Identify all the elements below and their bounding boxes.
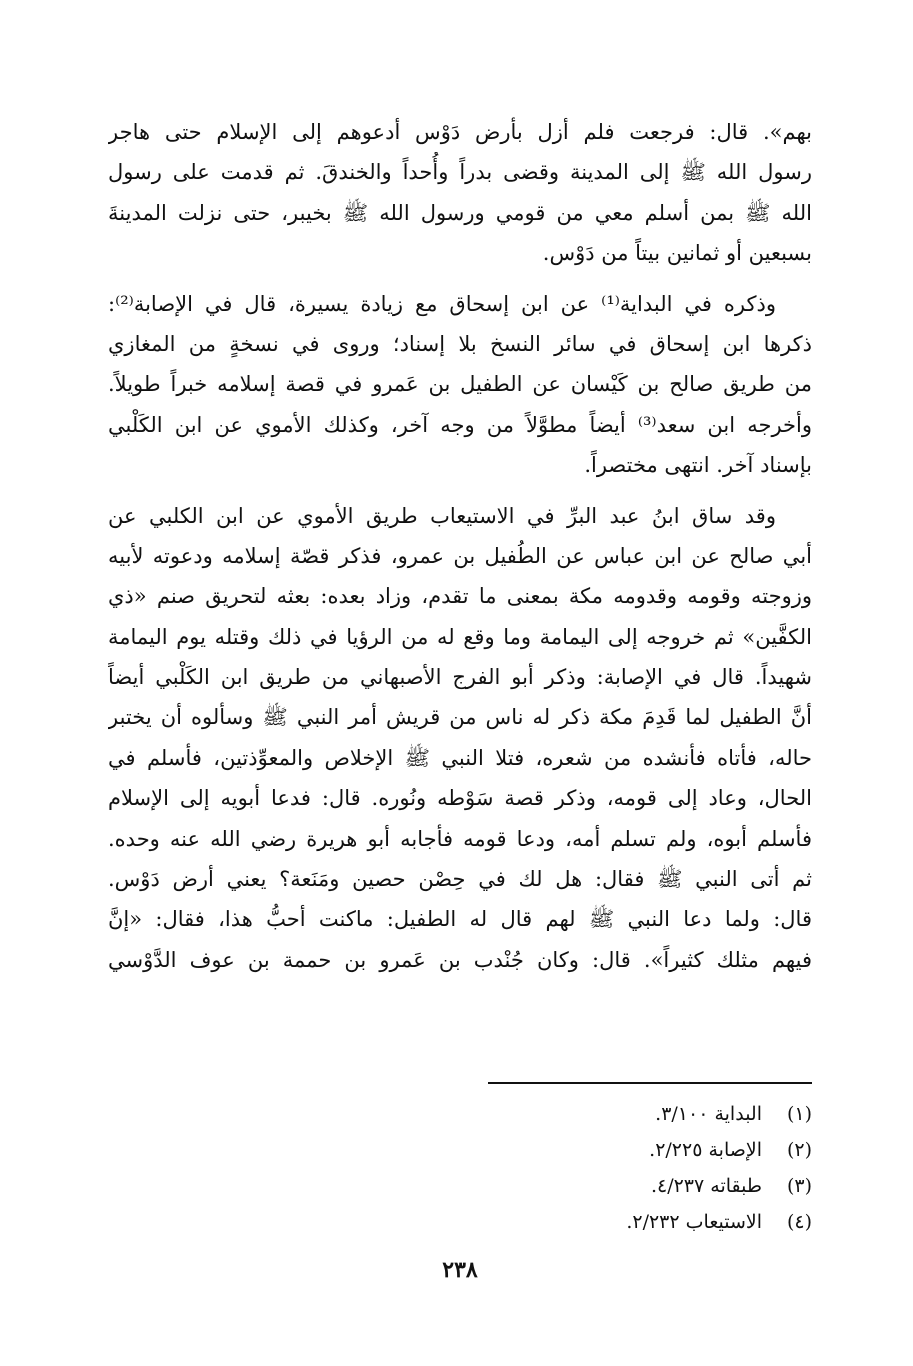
book-page	[108, 112, 812, 1292]
paragraph	[108, 112, 812, 274]
text-line: وذكره في البداية⁽¹⁾ عن ابن إسحاق مع زيادة يسيرة، قال في الإصابة⁽²⁾:	[108, 291, 776, 316]
text-line: رسول الله ﷺ إلى المدينة وقضى بدراً وأُحداً والخندقَ. ثم قدمت على رسول	[108, 160, 812, 185]
footnote-text: طبقاته ٤/٢٣٧.	[650, 1175, 762, 1197]
text-line: الله ﷺ بمن أسلم معي من قومي ورسول الله ﷺ بخيبر، حتى نزلت المدينةَ	[108, 200, 812, 225]
text-line: وقد ساق ابنُ عبد البرِّ في الاستيعاب طريق الأموي عن ابن الكلبي عن	[108, 503, 776, 528]
text-line: بسبعين أو ثمانين بيتاً من دَوْس.	[542, 241, 812, 266]
text-line: أبي صالح عن ابن عباس عن الطُفيل بن عمرو، فذكر قصّة إسلامه ودعوته لأبيه	[108, 543, 812, 568]
text-line: الحال، وعاد إلى قومه، وذكر قصة سَوْطه ونُوره. قال: فدعا أبويه إلى الإسلام	[108, 786, 812, 811]
footnote-text: الاستيعاب ٢/٢٣٢.	[626, 1211, 762, 1233]
footnote	[392, 1132, 812, 1168]
footnote-number: (٤)	[786, 1211, 812, 1233]
footnote	[392, 1168, 812, 1204]
text-line: وأخرجه ابن سعد⁽³⁾ أيضاً مطوَّلاً من وجه آخر، وكذلك الأموي عن ابن الكَلْبي	[108, 412, 812, 437]
footnote	[392, 1096, 812, 1132]
footnote	[392, 1204, 812, 1240]
text-line: الكفَّين» ثم خروجه إلى اليمامة وما وقع له من الرؤيا في ذلك وقتله يوم اليمامة	[108, 624, 812, 649]
footnote-number: (٢)	[786, 1139, 812, 1161]
paragraph	[108, 284, 812, 486]
text-line: بهم». قال: فرجعت فلم أزل بأرض دَوْس أدعوهم إلى الإسلام حتى هاجر	[108, 120, 812, 144]
paragraph-gap	[108, 486, 812, 496]
footnote-divider	[488, 1082, 812, 1084]
footnotes	[392, 1096, 812, 1240]
text-line: ذكرها ابن إسحاق في سائر النسخ بلا إسناد؛ وروى في نسخةٍ من المغازي	[108, 331, 812, 356]
page-number: ٢٣٨	[442, 1257, 478, 1283]
body-text	[108, 112, 812, 980]
footnote-number: (١)	[786, 1103, 812, 1125]
footnote-text: الإصابة ٢/٢٢٥.	[649, 1139, 762, 1161]
text-line: حاله، فأتاه فأنشده من شعره، فتلا النبي ﷺ الإخلاص والمعوِّذتين، فأسلم في	[108, 745, 812, 770]
text-line: شهيداً. قال في الإصابة: وذكر أبو الفرج الأصبهاني من طريق ابن الكَلْبي أيضاً	[108, 665, 812, 690]
text-line: وزوجته وقومه وقدومه مكة بمعنى ما تقدم، وزاد بعده: بعثه لتحريق صنم «ذي	[108, 584, 812, 609]
paragraph-gap	[108, 274, 812, 284]
text-line: من طريق صالح بن كَيْسان عن الطفيل بن عَمرو في قصة إسلامه خبراً طويلاً.	[108, 372, 812, 397]
text-line: أنَّ الطفيل لما قَدِمَ مكة ذكر له ناس من قريش أمر النبي ﷺ وسألوه أن يختبر	[108, 705, 812, 730]
footnote-number: (٣)	[786, 1175, 812, 1197]
text-line: قال: ولما دعا النبي ﷺ لهم قال له الطفيل: ماكنت أحبُّ هذا، فقال: «إنَّ	[108, 907, 812, 932]
footnote-text: البداية ٣/١٠٠.	[655, 1103, 762, 1125]
paragraph	[108, 496, 812, 981]
text-line: فأسلم أبوه، ولم تسلم أمه، ودعا قومه فأجابه أبو هريرة رضي الله عنه وحده.	[108, 826, 812, 851]
text-line: بإسناد آخر. انتهى مختصراً.	[584, 453, 812, 478]
text-line: فيهم مثلك كثيراً». قال: وكان جُنْدب بن عَمرو بن حممة بن عوف الدَّوْسي	[108, 947, 812, 972]
text-line: ثم أتى النبي ﷺ فقال: هل لك في حِصْن حصين ومَنَعة؟ يعني أرض دَوْس.	[108, 867, 812, 892]
